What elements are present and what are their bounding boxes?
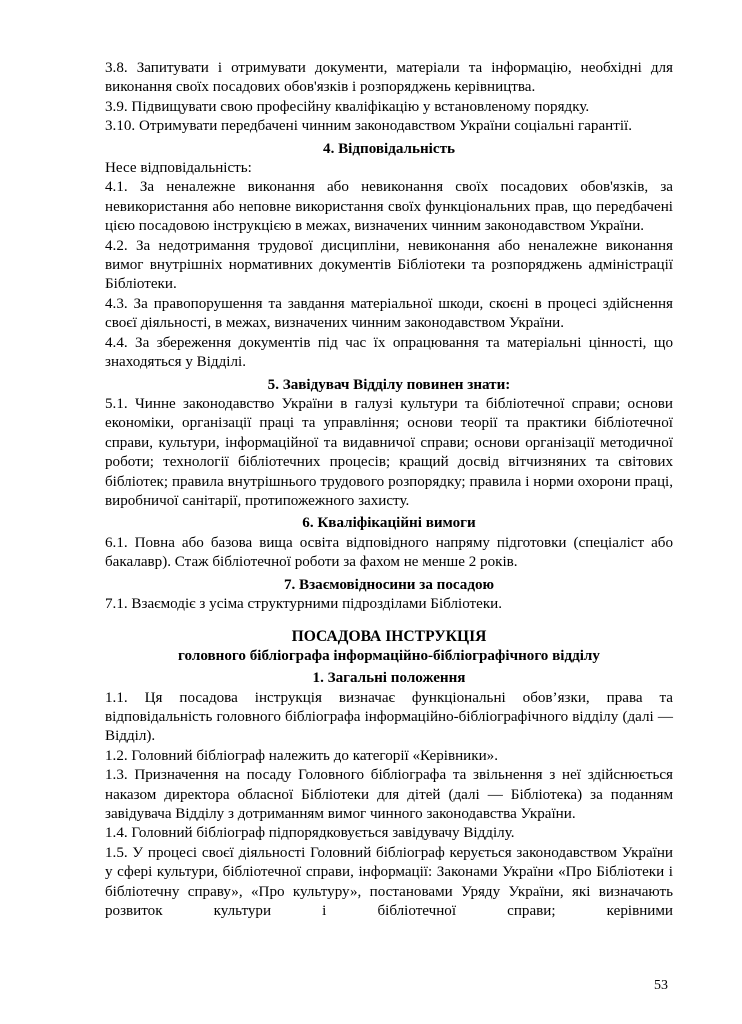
section-7-heading: 7. Взаємовідносини за посадою — [283, 576, 495, 593]
paragraph-1-4: 1.4. Головний бібліограф підпорядковується завідувачу Відділу. — [105, 825, 515, 842]
paragraph-1-5: 1.5. У процесі своєї діяльності Головний бібліограф керується законодавством України у сфері культури, бібліотечної справи, інформації: Законами України «Про Бібліотеки і бібліотечну справу», «Про культуру», постановами Уряду України, які визначають розвиток культури і бібліотечної справи; керівними — [105, 844, 673, 920]
paragraph-3-10: 3.10. Отримувати передбачені чинним законодавством України соціальні гарантії. — [105, 118, 633, 135]
section-5-heading: 5. Завідувач Відділу повинен знати: — [267, 376, 511, 393]
paragraph-4-4: 4.4. За збереження документів під час їх опрацювання та матеріальні цінності, що знаходяться у Відділі. — [105, 334, 673, 371]
paragraph-6-1: 6.1. Повна або базова вища освіта відповідного напряму підготовки (спеціаліст або бакалавр). Стаж бібліотечної роботи за фахом не менше 2 років. — [105, 534, 673, 571]
paragraph-1-3: 1.3. Призначення на посаду Головного бібліографа та звільнення з неї здійснюється наказом директора обласної Бібліотеки для дітей (далі — Бібліотека) за поданням завідувача Відділу з дотриманням вимог чинного законодавства України. — [105, 767, 673, 823]
paragraph-1-1: 1.1. Ця посадова інструкція визначає функціональні обов’язки, права та відповідальність головного бібліографа інформаційно-бібліографічного відділу (далі — Відділ). — [105, 689, 673, 745]
instruction-title: ПОСАДОВА ІНСТРУКЦІЯ — [291, 628, 487, 646]
general-provisions-heading: 1. Загальні положення — [312, 670, 466, 687]
instruction-subtitle: головного бібліографа інформаційно-бібліографічного відділу — [178, 647, 600, 664]
section-4-intro: Несе відповідальність: — [105, 160, 252, 177]
paragraph-5-1: 5.1. Чинне законодавство України в галузі культури та бібліотечної справи; основи економіки, організації праці та управління; основи теорії та практики бібліотечної справи, культури, інформаційної та видавничої справи; основи організації методичної роботи; технології бібліотечних процесів; кращий досвід вітчизняних та світових бібліотек; правила внутрішнього трудового розпорядку; правила і норми охорони праці, виробничої санітарії, протипожежного захисту. — [105, 395, 673, 509]
paragraph-3-9: 3.9. Підвищувати свою професійну кваліфікацію у встановленому порядку. — [105, 98, 590, 115]
paragraph-4-1: 4.1. За неналежне виконання або невиконання своїх посадових обов'язків, за невикористання або неповне використання своїх функціональних прав, що передбачені цією посадовою інструкцією в межах, визначених чинним законодавством України. — [105, 179, 673, 235]
paragraph-1-2: 1.2. Головний бібліограф належить до категорії «Керівники». — [105, 747, 498, 764]
page-content — [105, 59, 673, 921]
paragraph-4-3: 4.3. За правопорушення та завдання матеріальної шкоди, скоєні в процесі здійснення своєї діяльності, в межах, визначених чинним законодавством України. — [105, 295, 673, 332]
page-number: 53 — [654, 978, 668, 993]
paragraph-4-2: 4.2. За недотримання трудової дисципліни, невиконання або неналежне виконання вимог внутрішніх нормативних документів Бібліотеки та розпоряджень адміністрації Бібліотеки. — [105, 237, 673, 293]
section-4-heading: 4. Відповідальність — [323, 140, 455, 157]
paragraph-7-1: 7.1. Взаємодіє з усіма структурними підрозділами Бібліотеки. — [105, 595, 503, 612]
section-6-heading: 6. Кваліфікаційні вимоги — [302, 515, 476, 532]
paragraph-3-8: 3.8. Запитувати і отримувати документи, матеріали та інформацію, необхідні для виконання своїх посадових обов'язків і розпоряджень керівництва. — [105, 60, 673, 96]
